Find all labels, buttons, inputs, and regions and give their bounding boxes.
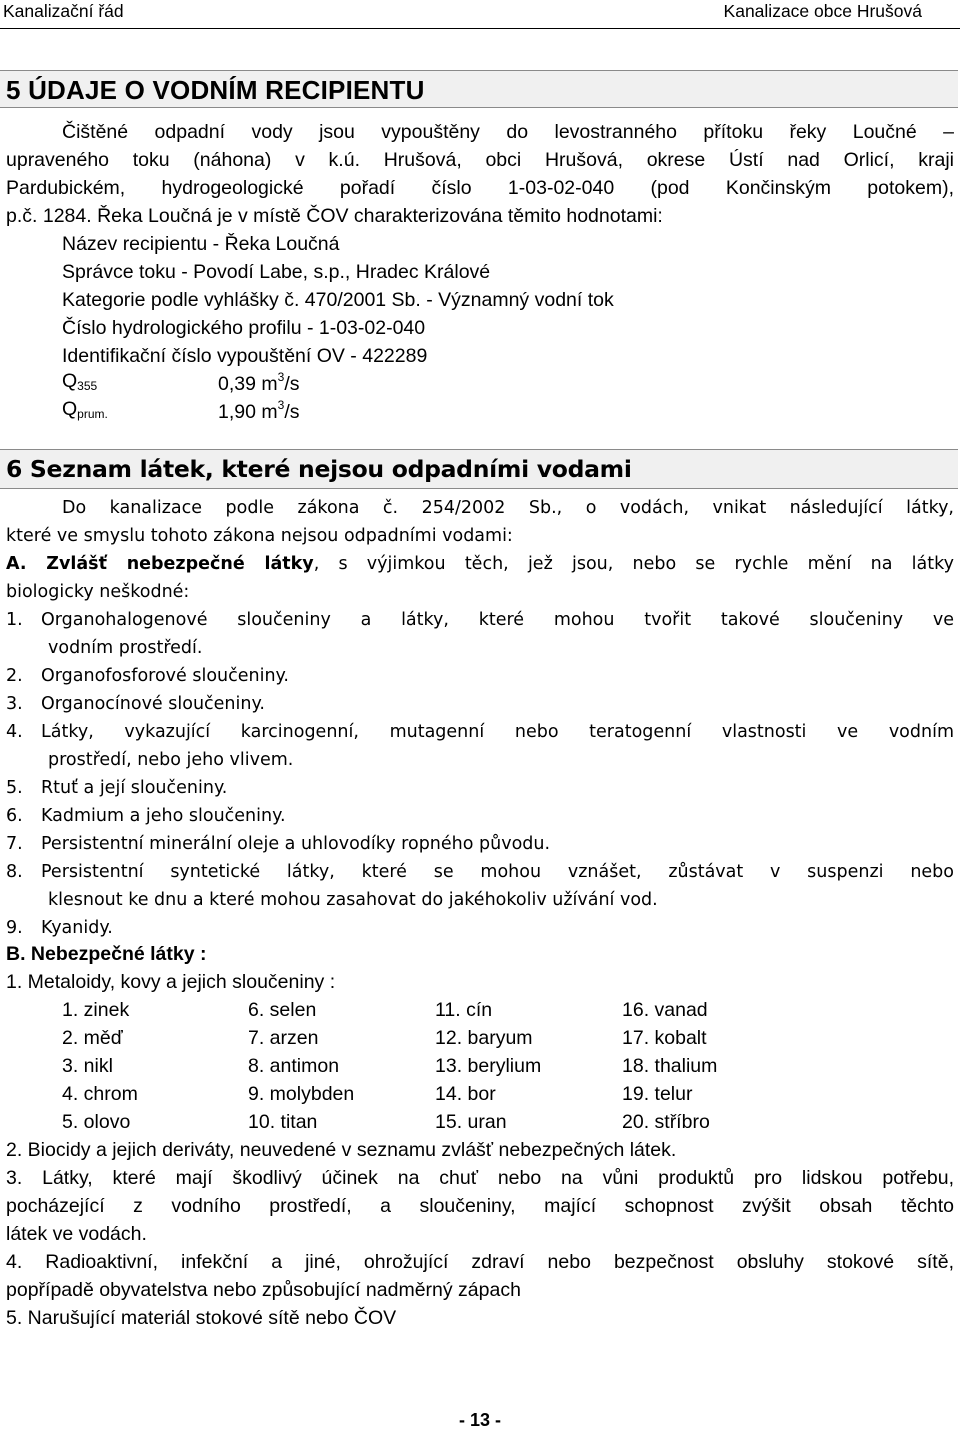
section-5-paragraph [62, 118, 954, 146]
group-b-item-2: 2. Biocidy a jejich deriváty, neuvedené v seznamu zvlášť nebezpečných látek. [6, 1139, 677, 1161]
para-line: Pardubickém, hydrogeologické pořadí číslo 1-03-02-040 (pod Končinským potokem), [6, 177, 954, 199]
list-item: 2. Organofosforové sloučeniny. [6, 666, 289, 686]
group-b-title: B. Nebezpečné látky : [6, 943, 207, 965]
list-item: 5. Rtuť a její sloučeniny. [6, 778, 228, 798]
para-line: p.č. 1284. Řeka Loučná je v místě ČOV charakterizována těmito hodnotami: [6, 205, 663, 227]
list-item: 8. Persistentní syntetické látky, které se mohou vznášet, zůstávat v suspenzi nebo klesnout ke dnu a které mohou zasahovat do jakéhokoliv užívání vod. [6, 862, 954, 910]
page-number: - 13 - [458, 1410, 501, 1430]
recipient-properties [62, 230, 614, 370]
group-a-heading-cont: biologicky neškodné: [6, 582, 190, 602]
para-line: Čištěné odpadní vody jsou vypouštěny do levostranného přítoku řeky Loučné – [62, 121, 954, 143]
group-b-item-3: 3. Látky, které mají škodlivý účinek na chuť nebo na vůni produktů pro lidskou potřebu, pocházející z vodního prostředí, a sloučeniny, mající schopnost zvýšit obsah těchto látek ve vodách. [6, 1167, 954, 1245]
q355-label: $Q_{355}$ [62, 370, 98, 393]
list-item: 1. Organohalogenové sloučeniny a látky, které mohou tvořit takové sloučeniny ve vodním prostředí. [6, 610, 954, 658]
group-a-list [6, 606, 954, 942]
intro-line-1: Do kanalizace podle zákona č. 254/2002 Sb., o vodách, vnikat následující látky, [62, 498, 954, 518]
qprum-label: $Q_{prum.}$ [62, 398, 108, 421]
property-line: Kategorie podle vyhlášky č. 470/2001 Sb. - Významný vodní tok [62, 289, 614, 311]
group-b-item-4: 4. Radioaktivní, infekční a jiné, ohrožující zdraví nebo bezpečnost obsluhy stokové sítě, popřípadě obyvatelstva nebo způsobující nadměrný zápach [6, 1251, 954, 1301]
group-b-item-5: 5. Narušující materiál stokové sítě nebo ČOV [6, 1307, 397, 1329]
section-6-heading [0, 449, 958, 489]
list-item: 6. Kadmium a jeho sloučeniny. [6, 806, 286, 826]
section-5-paragraph-cont [6, 146, 954, 230]
list-item: 7. Persistentní minerální oleje a uhlovodíky ropného původu. [6, 834, 551, 854]
property-line: Identifikační číslo vypouštění OV - 422289 [62, 345, 428, 367]
property-line: Název recipientu - Řeka Loučná [62, 233, 340, 255]
list-item: 9. Kyanidy. [6, 918, 113, 938]
section-5-heading [0, 70, 958, 108]
list-item: 3. Organocínové sloučeniny. [6, 694, 265, 714]
group-a-title: A. Zvlášť nebezpečné látky [6, 554, 314, 574]
section-6-title: 6 Seznam látek, které nejsou odpadními vodami [6, 455, 632, 483]
group-b-item-1: 1. Metaloidy, kovy a jejich sloučeniny : [6, 971, 336, 993]
group-a-heading: A. Zvlášť nebezpečné látky, s výjimkou těch, jež jsou, nebo se rychle mění na látky [6, 554, 954, 574]
header-right: Kanalizace obce Hrušová [723, 1, 922, 21]
header-rule [0, 28, 960, 29]
intro-line-2: které ve smyslu tohoto zákona nejsou odpadními vodami: [6, 526, 513, 546]
list-item: 4. Látky, vykazující karcinogenní, mutagenní nebo teratogenní vlastnosti ve vodním prostředí, nebo jeho vlivem. [6, 722, 954, 770]
property-line: Číslo hydrologického profilu - 1-03-02-040 [62, 317, 426, 339]
para-line: upraveného toku (náhona) v k.ú. Hrušová, obci Hrušová, okrese Ústí nad Orlicí, kraji [6, 149, 954, 171]
section-5-title: 5 ÚDAJE O VODNÍM RECIPIENTU [6, 75, 425, 105]
q355-value: 0,39 $m^3/s$ [218, 370, 300, 395]
property-line: Správce toku - Povodí Labe, s.p., Hradec Králové [62, 261, 491, 283]
header-left: Kanalizační řád [3, 1, 124, 21]
qprum-value: 1,90 $m^3/s$ [218, 398, 300, 423]
